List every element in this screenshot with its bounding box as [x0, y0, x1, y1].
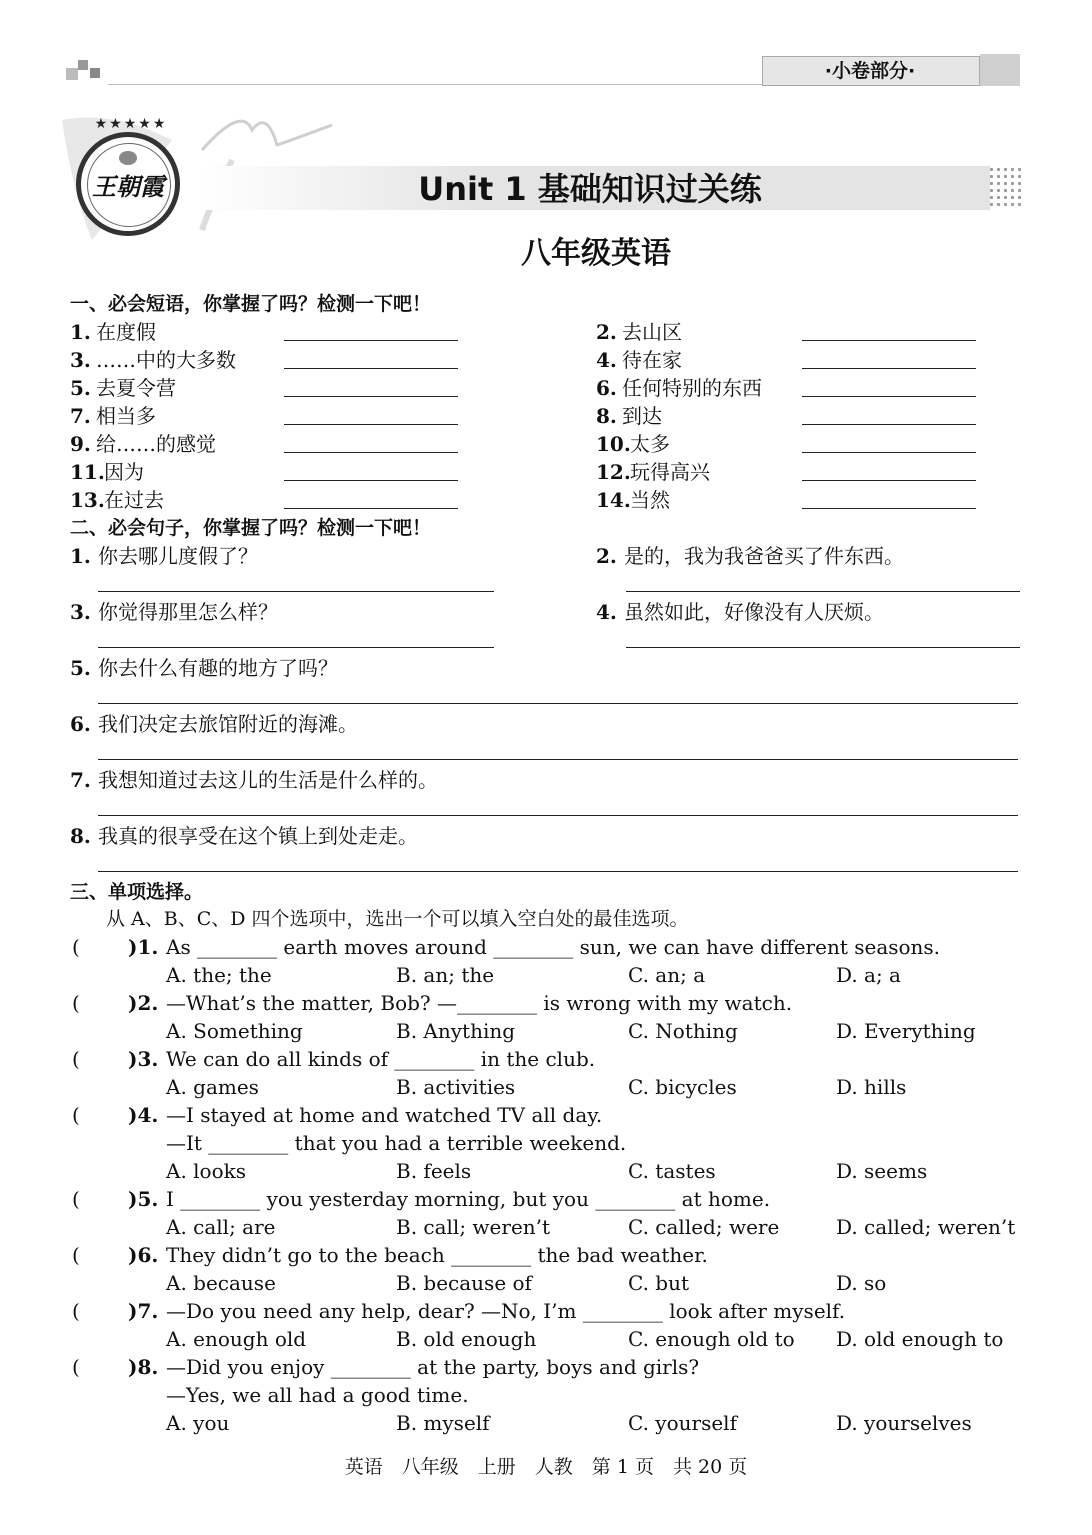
option-d[interactable]: D. yourselves — [836, 1411, 972, 1435]
option-d[interactable]: D. old enough to — [836, 1327, 1004, 1351]
sentence-text: 你去什么有趣的地方了吗？ — [98, 656, 338, 680]
phrase-number: 7. — [70, 404, 91, 428]
option-d[interactable]: D. a; a — [836, 963, 901, 987]
answer-line[interactable] — [98, 871, 1018, 872]
option-d[interactable]: D. called; weren’t — [836, 1215, 1016, 1239]
phrase-number: 10. — [596, 432, 631, 456]
answer-line[interactable] — [98, 759, 1018, 760]
sentence-text: 是的，我为我爸爸买了件东西。 — [624, 544, 904, 568]
option-c[interactable]: C. tastes — [628, 1159, 716, 1183]
phrase-number: 11. — [70, 460, 105, 484]
answer-blank[interactable] — [284, 480, 458, 481]
option-b[interactable]: B. Anything — [396, 1019, 516, 1043]
question-stem: —Do you need any help, dear? —No, I’m ________ look after myself. — [166, 1299, 846, 1323]
option-a[interactable]: A. you — [166, 1411, 230, 1435]
phrase-text: 去山区 — [622, 320, 682, 344]
answer-paren-open[interactable]: ( — [72, 1103, 80, 1127]
question-stem: As ________ earth moves around ________ sun, we can have different seasons. — [166, 935, 941, 959]
phrase-text: 在过去 — [104, 488, 164, 512]
question-stem: They didn’t go to the beach ________ the bad weather. — [166, 1243, 708, 1267]
phrase-text: 给……的感觉 — [96, 432, 216, 456]
logo-stars-icon: ★★★★★ — [94, 116, 168, 132]
answer-paren-open[interactable]: ( — [72, 1299, 80, 1323]
answer-paren-open[interactable]: ( — [72, 935, 80, 959]
option-a[interactable]: A. call; are — [166, 1215, 276, 1239]
phrase-text: 去夏令营 — [96, 376, 176, 400]
answer-blank[interactable] — [284, 452, 458, 453]
banner-dots-decoration — [988, 166, 1024, 210]
phrase-text: 因为 — [104, 460, 144, 484]
sentence-text: 虽然如此，好像没有人厌烦。 — [624, 600, 884, 624]
question-stem: —Did you enjoy ________ at the party, boys and girls? — [166, 1355, 700, 1379]
sentence-number: 1. — [70, 544, 91, 568]
question-stem: —What’s the matter, Bob? —________ is wrong with my watch. — [166, 991, 793, 1015]
phrase-number: 4. — [596, 348, 617, 372]
answer-blank[interactable] — [802, 396, 976, 397]
question-number: )6. — [128, 1243, 159, 1267]
option-b[interactable]: B. call; weren’t — [396, 1215, 551, 1239]
option-c[interactable]: C. an; a — [628, 963, 706, 987]
option-a[interactable]: A. enough old — [166, 1327, 307, 1351]
sentence-number: 8. — [70, 824, 91, 848]
sentence-number: 5. — [70, 656, 91, 680]
logo-emblem — [119, 151, 137, 165]
question-number: )1. — [128, 935, 159, 959]
option-c[interactable]: C. Nothing — [628, 1019, 738, 1043]
phrase-text: 相当多 — [96, 404, 156, 428]
answer-paren-open[interactable]: ( — [72, 991, 80, 1015]
grade-title: 八年级英语 — [521, 236, 671, 271]
answer-blank[interactable] — [284, 368, 458, 369]
option-c[interactable]: C. called; were — [628, 1215, 780, 1239]
option-a[interactable]: A. games — [166, 1075, 259, 1099]
sentence-text: 我们决定去旅馆附近的海滩。 — [98, 712, 358, 736]
answer-blank[interactable] — [284, 424, 458, 425]
answer-line[interactable] — [626, 591, 1020, 592]
part3-heading: 三、单项选择。 — [70, 881, 204, 903]
answer-blank[interactable] — [802, 368, 976, 369]
question-number: )3. — [128, 1047, 159, 1071]
sentence-number: 4. — [596, 600, 617, 624]
answer-blank[interactable] — [802, 452, 976, 453]
phrase-number: 8. — [596, 404, 617, 428]
footer: 英语 八年级 上册 人教 第 1 页 共 20 页 — [344, 1456, 748, 1478]
question-stem: We can do all kinds of ________ in the club. — [166, 1047, 596, 1071]
phrase-text: ……中的大多数 — [96, 348, 236, 372]
option-c[interactable]: C. bicycles — [628, 1075, 737, 1099]
phrase-number: 2. — [596, 320, 617, 344]
answer-line[interactable] — [98, 815, 1018, 816]
option-a[interactable]: A. looks — [166, 1159, 247, 1183]
question-stem: —It ________ that you had a terrible weekend. — [166, 1131, 627, 1155]
option-b[interactable]: B. activities — [396, 1075, 516, 1099]
phrase-number: 13. — [70, 488, 105, 512]
answer-paren-open[interactable]: ( — [72, 1355, 80, 1379]
sentence-text: 你觉得那里怎么样？ — [98, 600, 278, 624]
answer-blank[interactable] — [802, 424, 976, 425]
phrase-number: 1. — [70, 320, 91, 344]
sentence-number: 7. — [70, 768, 91, 792]
section-tag: ·小卷部分· — [824, 60, 916, 82]
option-b[interactable]: B. myself — [396, 1411, 490, 1435]
phrase-text: 到达 — [622, 404, 662, 428]
part1-heading: 一、必会短语，你掌握了吗？检测一下吧！ — [70, 293, 432, 315]
phrase-text: 太多 — [630, 432, 670, 456]
answer-line[interactable] — [98, 703, 1018, 704]
option-a[interactable]: A. because — [166, 1271, 276, 1295]
part2-heading: 二、必会句子，你掌握了吗？检测一下吧！ — [70, 517, 432, 539]
phrase-number: 14. — [596, 488, 631, 512]
logo-seal — [76, 132, 180, 236]
option-a[interactable]: A. Something — [166, 1019, 303, 1043]
section-tag-end — [980, 54, 1020, 86]
option-d[interactable]: D. hills — [836, 1075, 907, 1099]
sentence-text: 我真的很享受在这个镇上到处走走。 — [98, 824, 418, 848]
option-b[interactable]: B. because of — [396, 1271, 532, 1295]
answer-line[interactable] — [98, 647, 494, 648]
question-number: )2. — [128, 991, 159, 1015]
phrase-text: 待在家 — [622, 348, 682, 372]
phrase-number: 6. — [596, 376, 617, 400]
phrase-number: 5. — [70, 376, 91, 400]
question-stem: I ________ you yesterday morning, but you ________ at home. — [166, 1187, 771, 1211]
option-c[interactable]: C. but — [628, 1271, 690, 1295]
unit-title: Unit 1 基础知识过关练 — [418, 170, 762, 208]
logo-text: 王朝霞 — [92, 172, 164, 201]
sentence-text: 你去哪儿度假了？ — [98, 544, 258, 568]
option-d[interactable]: D. Everything — [836, 1019, 976, 1043]
phrase-number: 12. — [596, 460, 631, 484]
option-b[interactable]: B. old enough — [396, 1327, 537, 1351]
option-b[interactable]: B. an; the — [396, 963, 495, 987]
phrase-number: 9. — [70, 432, 91, 456]
phrase-text: 任何特别的东西 — [622, 376, 762, 400]
corner-squares-decoration — [66, 60, 106, 90]
option-c[interactable]: C. enough old to — [628, 1327, 795, 1351]
question-number: )4. — [128, 1103, 159, 1127]
phrase-text: 玩得高兴 — [630, 460, 710, 484]
answer-blank[interactable] — [802, 480, 976, 481]
phrase-text: 当然 — [630, 488, 670, 512]
question-number: )7. — [128, 1299, 159, 1323]
option-d[interactable]: D. so — [836, 1271, 887, 1295]
question-number: )8. — [128, 1355, 159, 1379]
part3-instruction: 从 A、B、C、D 四个选项中，选出一个可以填入空白处的最佳选项。 — [106, 908, 689, 930]
answer-paren-open[interactable]: ( — [72, 1187, 80, 1211]
answer-blank[interactable] — [284, 508, 458, 509]
option-c[interactable]: C. yourself — [628, 1411, 737, 1435]
sentence-number: 2. — [596, 544, 617, 568]
question-stem: —Yes, we all had a good time. — [166, 1383, 469, 1407]
answer-paren-open[interactable]: ( — [72, 1243, 80, 1267]
answer-line[interactable] — [626, 647, 1020, 648]
answer-blank[interactable] — [802, 508, 976, 509]
question-stem: —I stayed at home and watched TV all day. — [166, 1103, 603, 1127]
sentence-number: 6. — [70, 712, 91, 736]
option-a[interactable]: A. the; the — [166, 963, 272, 987]
phrase-number: 3. — [70, 348, 91, 372]
answer-blank[interactable] — [284, 340, 458, 341]
option-b[interactable]: B. feels — [396, 1159, 472, 1183]
question-number: )5. — [128, 1187, 159, 1211]
phrase-text: 在度假 — [96, 320, 156, 344]
answer-paren-open[interactable]: ( — [72, 1047, 80, 1071]
answer-line[interactable] — [98, 591, 494, 592]
answer-blank[interactable] — [802, 340, 976, 341]
option-d[interactable]: D. seems — [836, 1159, 928, 1183]
sentence-text: 我想知道过去这儿的生活是什么样的。 — [98, 768, 438, 792]
answer-blank[interactable] — [284, 396, 458, 397]
sentence-number: 3. — [70, 600, 91, 624]
